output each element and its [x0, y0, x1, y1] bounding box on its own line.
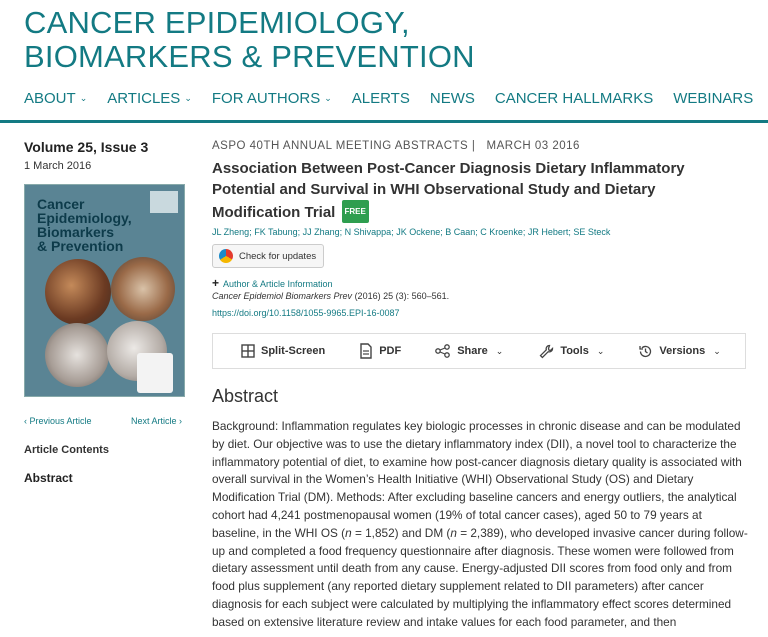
abstract-heading: Abstract: [212, 386, 279, 406]
author-list: JL Zheng; FK Tabung; JJ Zhang; N Shivappa; JK Ockene; B Caan; C Kroenke; JR Hebert; SE Steck: [212, 227, 611, 237]
author-link[interactable]: JL Zheng: [212, 227, 250, 237]
main-nav: [24, 90, 753, 107]
chevron-left-icon: ‹: [24, 416, 27, 426]
cover-logo-badge: [137, 353, 173, 393]
author-article-info-toggle[interactable]: [212, 276, 333, 290]
free-badge: FREE: [342, 200, 369, 223]
issue-volume[interactable]: Volume 25, Issue 3: [24, 139, 149, 155]
chevron-down-icon: ⌄: [596, 345, 605, 356]
chevron-down-icon: ⌄: [79, 93, 88, 103]
citation-details: (2016) 25 (3): 560–561.: [352, 291, 450, 301]
pdf-icon: [359, 343, 373, 359]
nav-item-label: FOR AUTHORS: [211, 90, 321, 107]
versions-label: Versions: [659, 345, 706, 357]
chevron-down-icon: ⌄: [184, 93, 192, 103]
article-title-text: Association Between Post-Cancer Diagnosis Dietary Inflammatory Potential and Survival in WHI Observational Study and Dietary Modification Trial: [212, 160, 685, 221]
article-toolbar: [212, 333, 746, 369]
plus-icon: +: [212, 276, 220, 290]
author-link[interactable]: JR Hebert: [527, 227, 569, 237]
journal-title[interactable]: [24, 6, 744, 74]
nav-item-label: NEWS: [429, 90, 475, 107]
nav-item-articles[interactable]: [107, 90, 192, 107]
pdf-button[interactable]: [359, 343, 401, 359]
nav-item-cancer-hallmarks[interactable]: [495, 90, 653, 107]
check-for-updates-label: Check for updates: [239, 250, 317, 262]
split-screen-icon: [241, 344, 255, 358]
journal-title-line-2: BIOMARKERS & PREVENTION: [24, 39, 475, 74]
article-section-line: [212, 140, 580, 152]
issue-cover-image[interactable]: [24, 184, 185, 397]
nav-item-alerts[interactable]: [352, 90, 410, 107]
cover-tissue-image: [111, 257, 175, 321]
check-for-updates-button[interactable]: [212, 244, 324, 268]
nav-item-webinars[interactable]: [673, 90, 753, 107]
chevron-down-icon: ⌄: [495, 345, 504, 356]
author-link[interactable]: N Shivappa: [344, 227, 392, 237]
article-date: MARCH 03 2016: [486, 140, 580, 152]
nav-item-label: ARTICLES: [107, 90, 181, 107]
cover-title-line: Biomarkers: [37, 224, 115, 240]
cover-title: [37, 197, 177, 253]
article-section[interactable]: ASPO 40TH ANNUAL MEETING ABSTRACTS: [212, 140, 469, 152]
split-screen-label: Split-Screen: [261, 345, 326, 357]
nav-item-news[interactable]: [430, 90, 475, 107]
abstract-text-part: Background: Inflammation regulates key biologic processes in chronic disease and can be modulated by diet. Our objective was to use the dietary inflammatory index (DII), a novel tool to characterize the inflammatory potential of diet, to examine how post-cancer diagnosis dietary quality is associated with overall survival in the Women’s Health Initiative (WHI) Observational Study (OS) and Dietary Modification Trial (DM). Methods: After excluding baseline cancers and energy outliers, the analytical cohort had 4,241 postmenopausal women (19% of total cancer cases), aged 50 to 79 years at baseline, in the WHI OS (: [212, 419, 742, 540]
cover-tissue-image: [45, 259, 111, 325]
abstract-text-italic: n: [450, 525, 457, 540]
abstract-text-italic: n: [345, 525, 352, 540]
abstract-text-part: = 1,852) and DM (: [351, 525, 451, 540]
previous-article-link[interactable]: [24, 416, 92, 426]
share-label: Share: [457, 345, 488, 357]
nav-item-label: CANCER HALLMARKS: [494, 90, 654, 107]
author-link[interactable]: C Kroenke: [480, 227, 523, 237]
nav-item-about[interactable]: [24, 90, 87, 107]
contents-item-abstract[interactable]: Abstract: [24, 471, 73, 485]
nav-item-label: WEBINARS: [673, 90, 754, 107]
history-icon: [638, 344, 653, 359]
journal-title-line-1: CANCER EPIDEMIOLOGY,: [24, 5, 410, 40]
article-contents-heading: Article Contents: [24, 444, 109, 456]
doi-link[interactable]: https://doi.org/10.1158/1055-9965.EPI-16-0087: [212, 308, 400, 318]
pdf-label: PDF: [379, 345, 402, 357]
share-dropdown[interactable]: [435, 344, 503, 358]
versions-dropdown[interactable]: [638, 344, 720, 359]
nav-item-label: ALERTS: [351, 90, 410, 107]
citation-journal: Cancer Epidemiol Biomarkers Prev: [212, 291, 353, 301]
next-article-label: Next Article: [131, 416, 177, 426]
nav-item-for-authors[interactable]: [212, 90, 332, 107]
author-link[interactable]: JJ Zhang: [302, 227, 340, 237]
chevron-down-icon: ⌄: [324, 93, 332, 103]
cover-title-line: Epidemiology,: [37, 210, 132, 226]
abstract-text: [212, 418, 748, 632]
split-screen-button[interactable]: [241, 344, 325, 358]
issue-date: 1 March 2016: [24, 160, 92, 172]
wrench-icon: [539, 344, 554, 359]
crossmark-icon: [219, 249, 233, 263]
article-title: [212, 158, 732, 223]
chevron-down-icon: ⌄: [713, 345, 721, 356]
author-link[interactable]: JK Ockene: [396, 227, 441, 237]
cover-title-line: Cancer: [37, 196, 85, 212]
author-article-info-label: Author & Article Information: [223, 279, 333, 289]
chevron-right-icon: ›: [179, 416, 183, 426]
nav-item-label: ABOUT: [24, 90, 76, 107]
author-link[interactable]: SE Steck: [573, 227, 611, 237]
cover-tissue-image: [45, 323, 109, 387]
citation: [212, 291, 449, 301]
tools-dropdown[interactable]: [539, 344, 604, 359]
tools-label: Tools: [560, 345, 589, 357]
abstract-text-part: = 2,389), who developed invasive cancer during follow-up and completed a food frequency questionnaire after diagnosis. These women were followed from dietary assessment until death from any cause. Energy-adjusted DII scores from food only and from food plus supplement (any reported dietary supplement related to DII parameters) after cancer diagnosis for each subject were calculated by multiplying the inflammatory effect scores determined based on extensive literature review and intake values for each food parameter, and then: [212, 525, 748, 629]
cover-title-line: & Prevention: [37, 238, 124, 254]
section-separator: |: [471, 140, 483, 152]
next-article-link[interactable]: [131, 416, 182, 426]
author-link[interactable]: FK Tabung: [254, 227, 298, 237]
header-divider: [0, 120, 768, 123]
author-link[interactable]: B Caan: [445, 227, 476, 237]
previous-article-label: Previous Article: [29, 416, 92, 426]
share-icon: [435, 344, 451, 358]
